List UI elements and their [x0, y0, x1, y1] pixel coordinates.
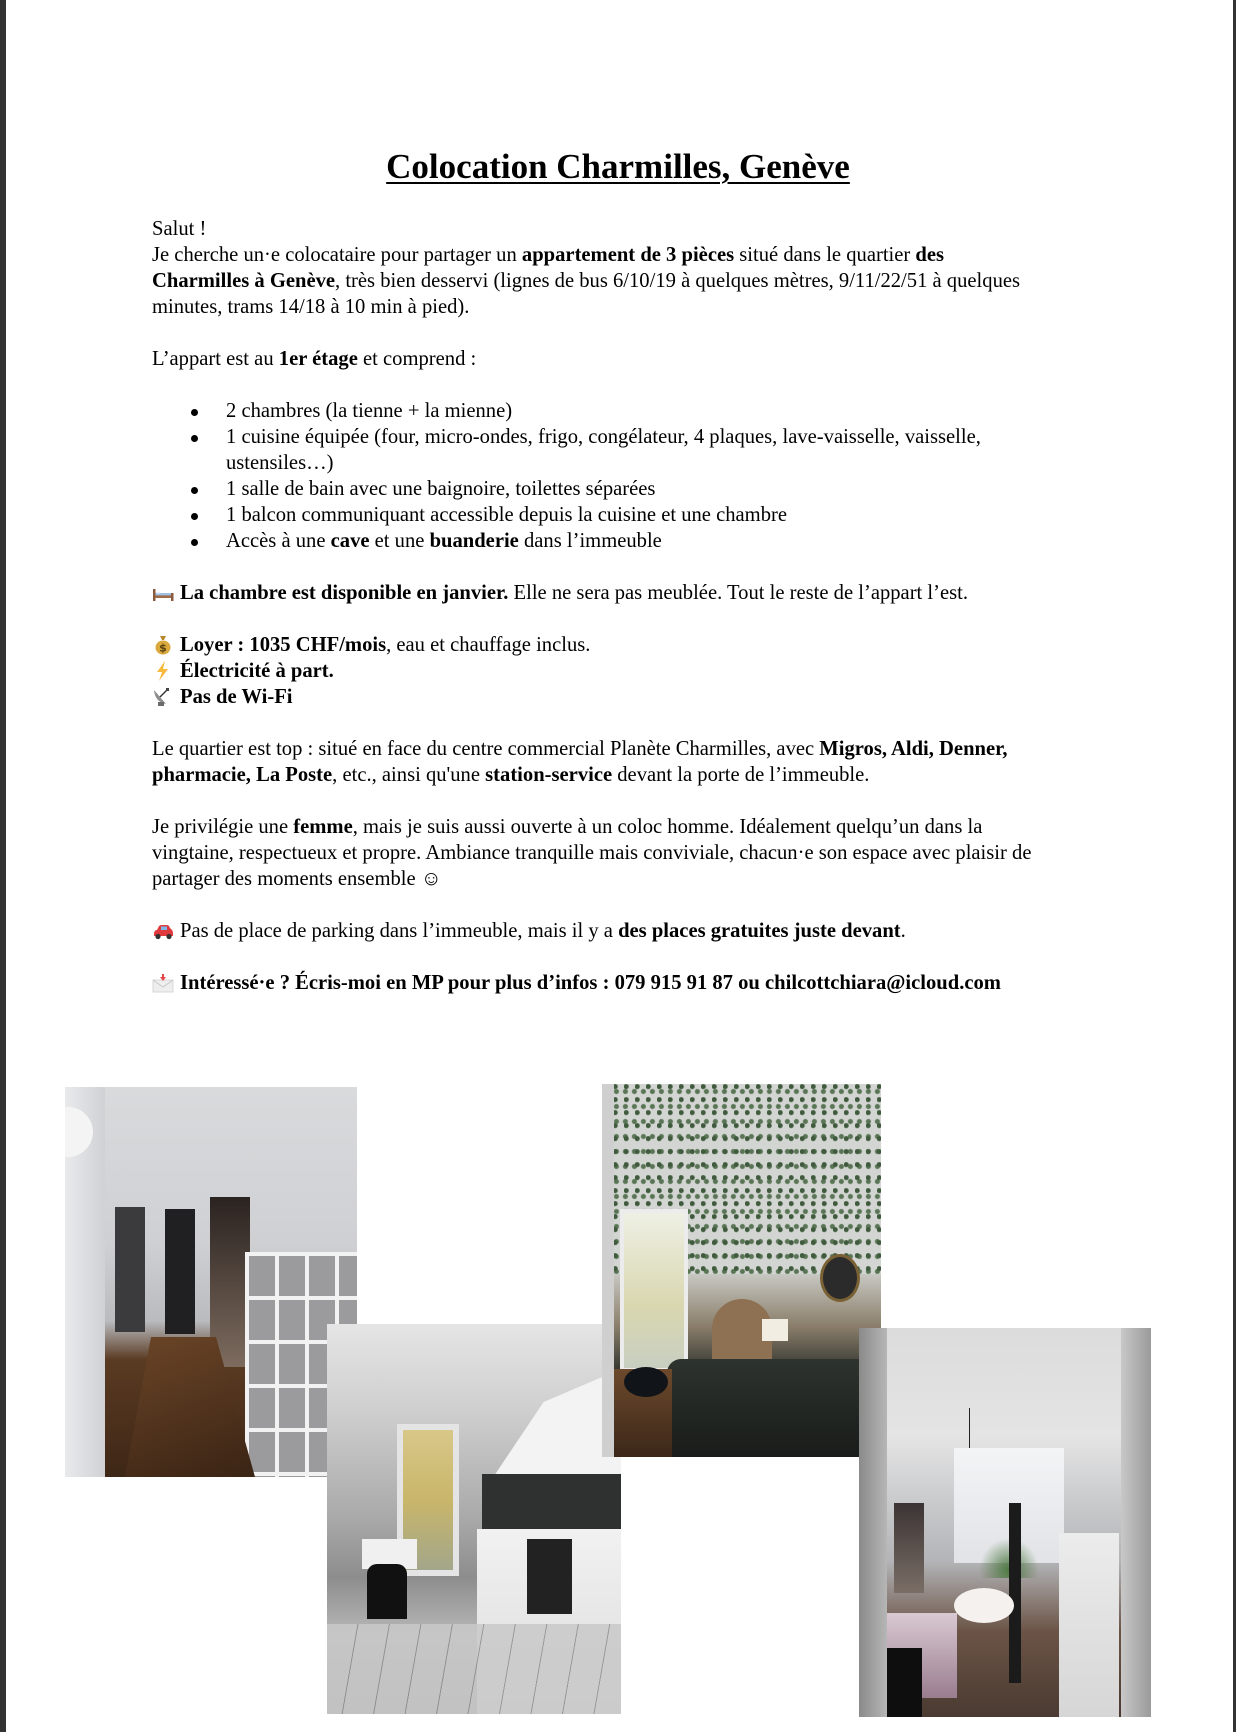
preference-bold: femme	[293, 816, 353, 838]
document-body	[152, 216, 1032, 996]
preference-text: , mais je suis aussi ouverte à un coloc homme. Idéalement quelqu’un dans la vingtaine, respectueux et propre. Ambiance tranquille mais conviviale, chacun·e son espace avec plaisir de partager des moments ensemble ☺	[152, 816, 1032, 890]
availability-text: Elle ne sera pas meublée. Tout le reste de l’appart l’est.	[508, 582, 969, 604]
neighborhood-bold-station: station-service	[485, 764, 613, 786]
parking-text: .	[900, 920, 906, 942]
intro-paragraph	[152, 242, 1032, 320]
intro-text: Je cherche un·e colocataire pour partager un	[152, 244, 522, 266]
electricity-bold: Électricité à part.	[180, 660, 334, 682]
list-item	[152, 398, 1032, 424]
rent-line	[152, 632, 1032, 658]
features-list	[152, 398, 1032, 554]
rent-text: , eau et chauffage inclus.	[386, 634, 591, 656]
incoming-envelope-icon	[152, 973, 174, 993]
parking-bold: des places gratuites juste devant	[618, 920, 901, 942]
bullet-icon	[191, 409, 198, 416]
svg-text:$: $	[159, 641, 167, 655]
list-item-text: 1 cuisine équipée (four, micro-ondes, frigo, congélateur, 4 plaques, lave-vaisselle, vaisselle, ustensiles…)	[226, 426, 981, 474]
floor-paragraph	[152, 346, 1032, 372]
wifi-bold: Pas de Wi-Fi	[180, 686, 293, 708]
availability-bold: La chambre est disponible en janvier.	[180, 582, 509, 604]
list-item-text: et une	[369, 530, 430, 552]
lightning-icon	[152, 661, 174, 681]
viewer-frame-left	[0, 0, 6, 1732]
car-icon	[152, 921, 174, 941]
list-item	[152, 528, 1032, 554]
page-title: Colocation Charmilles, Genève	[386, 147, 850, 186]
parking-line	[152, 918, 1032, 944]
neighborhood-text: , etc., ainsi qu'une	[332, 764, 486, 786]
photo-second-bedroom	[859, 1328, 1151, 1717]
list-item-bold: buanderie	[429, 530, 519, 552]
rent-bold: Loyer : 1035 CHF/mois	[180, 634, 387, 656]
availability-line	[152, 580, 1032, 606]
money-bag-icon	[152, 635, 174, 655]
parking-text: Pas de place de parking dans l’immeuble, mais il y a	[180, 920, 619, 942]
list-item-text: 2 chambres (la tienne + la mienne)	[226, 400, 513, 422]
intro-text: , très bien desservi (lignes de bus 6/10/19 à quelques mètres, 9/11/22/51 à quelques minutes, trams 14/18 à 10 min à pied).	[152, 270, 1021, 318]
list-item	[152, 502, 1032, 528]
preference-paragraph	[152, 814, 1032, 892]
list-item	[152, 476, 1032, 502]
contact-line	[152, 970, 1032, 996]
photo-bedroom	[602, 1084, 881, 1457]
neighborhood-paragraph	[152, 736, 1032, 788]
neighborhood-text: Le quartier est top : situé en face du centre commercial Planète Charmilles, avec	[152, 738, 820, 760]
floor-text: et comprend :	[357, 348, 477, 370]
contact-bold: Intéressé·e ? Écris-moi en MP pour plus d’infos : 079 915 91 87 ou chilcottchiara@icloud.com	[180, 972, 1001, 994]
list-item-text: dans l’immeuble	[518, 530, 662, 552]
bullet-icon	[191, 539, 198, 546]
bullet-icon	[191, 435, 198, 442]
list-item	[152, 424, 1032, 476]
floor-text: L’appart est au	[152, 348, 279, 370]
bed-icon	[152, 583, 174, 603]
intro-text: situé dans le quartier	[734, 244, 916, 266]
list-item-text: 1 salle de bain avec une baignoire, toilettes séparées	[226, 478, 656, 500]
wifi-line	[152, 684, 1032, 710]
intro-bold-location: des Charmilles à Genève	[152, 244, 945, 292]
bullet-icon	[191, 487, 198, 494]
photo-hallway	[65, 1087, 357, 1477]
list-item-text: Accès à une	[226, 530, 331, 552]
neighborhood-text: devant la porte de l’immeuble.	[612, 764, 870, 786]
satellite-antenna-icon	[152, 687, 174, 707]
bullet-icon	[191, 513, 198, 520]
list-item-text: 1 balcon communiquant accessible depuis la cuisine et une chambre	[226, 504, 787, 526]
floor-bold: 1er étage	[278, 348, 358, 370]
photo-kitchen	[327, 1324, 621, 1714]
electricity-line	[152, 658, 1032, 684]
list-item-bold: cave	[330, 530, 370, 552]
neighborhood-bold-shops: Migros, Aldi, Denner, pharmacie, La Poste	[152, 738, 1008, 786]
preference-text: Je privilégie une	[152, 816, 294, 838]
greeting: Salut !	[152, 218, 207, 240]
intro-bold-apartment: appartement de 3 pièces	[521, 244, 735, 266]
